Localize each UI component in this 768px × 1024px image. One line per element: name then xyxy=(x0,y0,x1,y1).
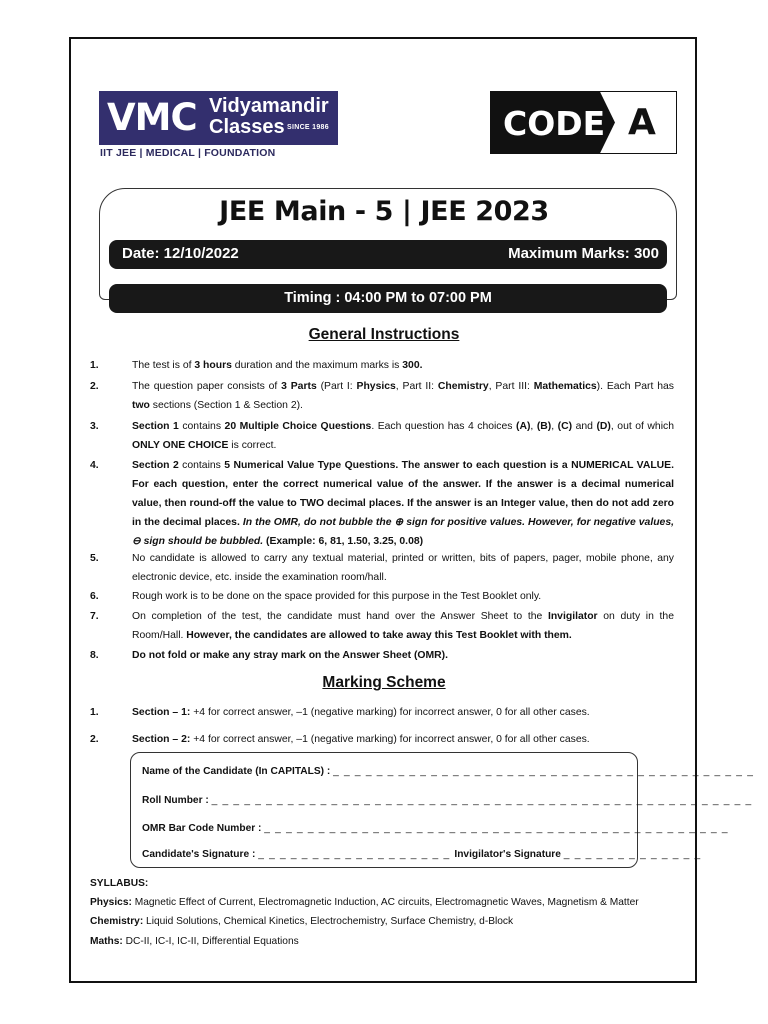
logo-since: SINCE 1986 xyxy=(287,124,329,131)
item-number: 1. xyxy=(90,707,99,718)
instruction-item: 5. No candidate is allowed to carry any textual material, printed or written, bits of papers, pager, mobile phone, any electronic device, etc. inside the examination room/hall. xyxy=(90,549,674,587)
item-number: 1. xyxy=(90,360,99,371)
signature-line: Candidate's Signature : _ _ _ _ _ _ _ _ _ _ _ _ _ _ _ _ _ _ Invigilator's Signature _ _ _ _ _ _ _ _ _ _ _ _ _ xyxy=(142,849,702,860)
item-number: 2. xyxy=(90,734,99,745)
syllabus-heading: SYLLABUS: xyxy=(90,878,149,889)
roll-number-line: Roll Number : _ _ _ _ _ _ _ _ _ _ _ _ _ _ _ _ _ _ _ _ _ _ _ _ _ _ _ _ _ _ _ _ _ _ _ _ _ _ _ _ _ _ _ _ _ _ _ _ _ _ xyxy=(142,795,753,806)
instruction-item: 1. The test is of 3 hours duration and the maximum marks is 300. xyxy=(90,356,674,375)
omr-barcode-line: OMR Bar Code Number : _ _ _ _ _ _ _ _ _ _ _ _ _ _ _ _ _ _ _ _ _ _ _ _ _ _ _ _ _ _ _ _ _ _ _ _ _ _ _ _ _ _ _ xyxy=(142,823,729,834)
marking-scheme-heading: Marking Scheme xyxy=(322,674,446,691)
exam-title: JEE Main - 5 | JEE 2023 xyxy=(219,196,549,227)
candidate-name-label: Name of the Candidate (In CAPITALS) : xyxy=(142,766,331,777)
logo-name-line1: Vidyamandir xyxy=(209,95,329,117)
item-number: 3. xyxy=(90,421,99,432)
instruction-item: 8. Do not fold or make any stray mark on the Answer Sheet (OMR). xyxy=(90,646,674,665)
instruction-item: 3. Section 1 contains 20 Multiple Choice Questions. Each question has 4 choices (A), (B), (C) and (D), out of which ONLY ONE CHOICE is correct. xyxy=(90,417,674,455)
instruction-item: 7. On completion of the test, the candidate must hand over the Answer Sheet to the Invigilator on duty in the Room/Hall. However, the candidates are allowed to take away this Test Booklet with them. xyxy=(90,607,674,645)
vmc-logo xyxy=(99,91,338,145)
logo-brand: VMC xyxy=(107,96,197,139)
item-number: 7. xyxy=(90,611,99,622)
instruction-item: 4. Section 2 contains 5 Numerical Value Type Questions. The answer to each question is a NUMERICAL VALUE. For each question, enter the correct numerical value of the answer. If the answer is a decimal numerical value, then round-off the value to TWO decimal places. If the answer is an Integer value, then do not add zero in the decimal places. In the OMR, do not bubble the ⊕ sign for positive values. However, for negative values, ⊖ sign should be bubbled. (Example: 6, 81, 1.50, 3.25, 0.08) xyxy=(90,456,674,551)
logo-tagline: IIT JEE | MEDICAL | FOUNDATION xyxy=(100,147,276,159)
exam-date: Date: 12/10/2022 xyxy=(122,245,239,262)
code-letter: A xyxy=(628,102,656,143)
item-number: 5. xyxy=(90,553,99,564)
general-instructions-heading: General Instructions xyxy=(308,326,460,343)
instruction-item: 2. The question paper consists of 3 Parts (Part I: Physics, Part II: Chemistry, Part III: Mathematics). Each Part has two sections (Section 1 & Section 2). xyxy=(90,377,674,415)
logo-name-line2: Classes xyxy=(209,116,285,138)
syllabus-maths: Maths: DC-II, IC-I, IC-II, Differential Equations xyxy=(90,936,299,947)
item-number: 4. xyxy=(90,460,99,471)
item-number: 2. xyxy=(90,381,99,392)
marking-item: 1. Section – 1: +4 for correct answer, –1 (negative marking) for incorrect answer, 0 for all other cases. xyxy=(90,703,674,722)
item-number: 6. xyxy=(90,591,99,602)
syllabus-chemistry: Chemistry: Liquid Solutions, Chemical Kinetics, Electrochemistry, Surface Chemistry, d-Block xyxy=(90,916,514,927)
candidate-signature-label: Candidate's Signature : xyxy=(142,849,256,860)
marking-item: 2. Section – 2: +4 for correct answer, –1 (negative marking) for incorrect answer, 0 for all other cases. xyxy=(90,730,674,749)
roll-number-label: Roll Number : xyxy=(142,795,209,806)
candidate-name-line: Name of the Candidate (In CAPITALS) : _ _ _ _ _ _ _ _ _ _ _ _ _ _ _ _ _ _ _ _ _ _ _ _ _ _ _ _ _ _ _ _ _ _ _ _ _ _ _ xyxy=(142,766,755,777)
syllabus-physics: Physics: Magnetic Effect of Current, Electromagnetic Induction, AC circuits, Electromagnetic Waves, Magnetism & Matter xyxy=(90,897,639,908)
paper-code-box xyxy=(490,91,677,154)
item-number: 8. xyxy=(90,650,99,661)
code-label: CODE xyxy=(503,104,606,143)
date-bar xyxy=(109,240,667,269)
instruction-item: 6. Rough work is to be done on the space provided for this purpose in the Test Booklet only. xyxy=(90,587,674,606)
omr-barcode-label: OMR Bar Code Number : xyxy=(142,823,262,834)
timing-bar: Timing : 04:00 PM to 07:00 PM xyxy=(109,284,667,313)
max-marks: Maximum Marks: 300 xyxy=(508,245,659,262)
invigilator-signature-label: Invigilator's Signature xyxy=(454,849,561,860)
